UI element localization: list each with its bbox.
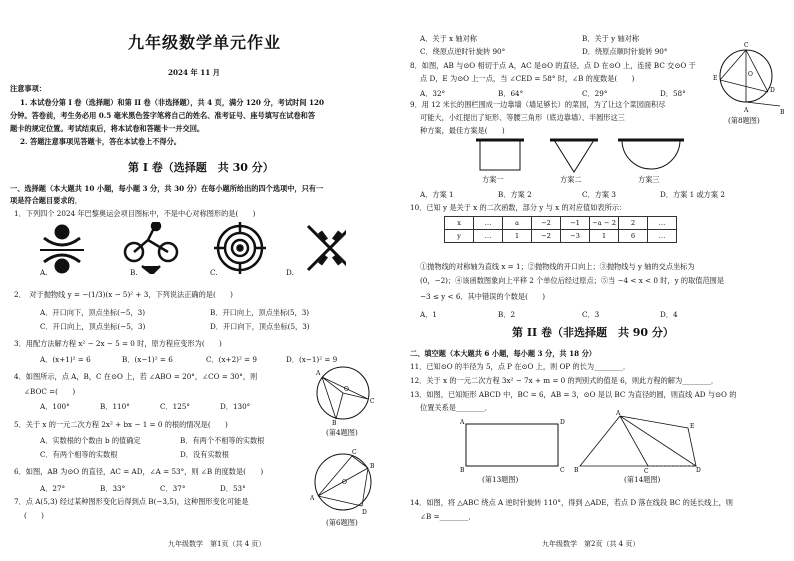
svg-text:C: C (644, 468, 649, 474)
q10-option-b: B．2 (498, 310, 516, 319)
table-cell: … (474, 217, 503, 230)
table-cell: −a − 2 (590, 217, 619, 230)
q9-option-c: C．方案 3 (582, 190, 616, 199)
note-1a: 1. 本试卷分第 I 卷（选择题）和第 II 卷（非选择题），共 4 页，满分 120 分，考试时间 120 (20, 98, 325, 107)
exam-date: 2024 年 11 月 (168, 68, 220, 77)
part1-instructions-a: 一、选择题（本大题共 10 小题，每小题 3 分，共 30 分）在每小题所给出的四个选项中，只有一 (10, 184, 324, 193)
q5-option-b: B．有两个不相等的实数根 (180, 436, 265, 445)
svg-text:A: A (310, 495, 315, 502)
olympic-icons (36, 222, 346, 274)
question-4b: ∠BOC =( ) (24, 387, 76, 396)
q4-option-a: A．100° (40, 402, 70, 411)
q9-option-d: D．方案 1 或方案 2 (660, 190, 725, 199)
question-1: 1．下列四个 2024 年巴黎奥运会项目图标中，不是中心对称图形的是( ) (14, 209, 256, 218)
archery-icon (214, 222, 266, 274)
figure-q13-caption: (第13题图) (482, 475, 519, 484)
question-10: 10．已知 y 是关于 x 的二次函数，部分 y 与 x 的对应值如表所示： (410, 203, 627, 212)
plan-2-label: 方案二 (560, 175, 582, 184)
svg-text:D: D (560, 419, 565, 426)
table-cell: −3 (561, 230, 590, 243)
question-9c: 种方案，最佳方案是( ) (420, 126, 505, 135)
question-14a: 14．如图，将 △ABC 绕点 A 逆时针旋转 110°，得到 △ADE，若点 D 落在线段 BC 的延长线上，则 (410, 498, 733, 507)
figure-q4 (308, 363, 378, 425)
question-14b: ∠B =________． (420, 512, 476, 521)
question-13b: 位置关系是________． (420, 403, 492, 412)
q4-option-c: C．125° (160, 402, 190, 411)
svg-text:E: E (690, 423, 695, 430)
q8-option-d: D．58° (660, 89, 686, 98)
note-1b: 分钟。答卷前，考生务必用 0.5 毫米黑色签字笔将自己的姓名、准考证号、座号填写在试卷和答 (10, 111, 316, 120)
cycling-icon (125, 222, 177, 274)
question-7a: 7．点 A(5,3) 经过某种图形变化后得到点 B(−3,5)，这种图形变化可能是 (14, 497, 249, 506)
q10-option-c: C．3 (582, 310, 600, 319)
svg-text:B: B (574, 467, 579, 474)
q1-option-b: B. (130, 268, 138, 277)
figure-q8-caption: (第8题图) (728, 116, 760, 125)
q1-option-d: D. (286, 268, 294, 277)
table-cell: … (474, 230, 503, 243)
question-2: 2． 对于抛物线 y = −(1/3)(x − 5)² + 3，下列说法正确的是( ) (14, 290, 233, 299)
table-cell: … (648, 217, 677, 230)
q7-option-d: D．绕原点顺时针旋转 90° (582, 47, 668, 56)
table-cell: 2 (619, 217, 648, 230)
q2-option-b: B．开口向上，顶点坐标(5，3) (210, 308, 310, 317)
left-page (10, 0, 390, 561)
svg-text:O: O (342, 479, 347, 486)
q2-option-a: A．开口向下，顶点坐标(−5，3) (40, 308, 146, 317)
q5-option-c: C．有两个相等的实数根 (40, 450, 118, 459)
q10-option-a: A．1 (420, 310, 437, 319)
table-cell: 1 (503, 230, 532, 243)
svg-text:D: D (362, 509, 367, 516)
svg-text:C: C (560, 467, 565, 474)
value-table (444, 216, 677, 243)
plan-1-label: 方案一 (482, 175, 504, 184)
q6-option-d: D．53° (220, 484, 246, 493)
q3-option-c: C．(x+2)² = 9 (206, 355, 257, 364)
q1-option-a: A. (40, 268, 48, 277)
notes-heading: 注意事项： (10, 84, 46, 93)
part1-title: 第 I 卷（选择题 共 30 分） (128, 161, 274, 174)
q8-option-b: B．64° (498, 89, 524, 98)
question-3: 3．用配方法解方程 x² − 2x − 5 = 0 时，原方程应变形为( ) (14, 339, 222, 348)
q10-option-d: D．4 (660, 310, 678, 319)
question-9b: 可能大，小红提出了矩形、等腰三角形（底边靠墙）、半圆形这三 (420, 113, 625, 122)
question-8b: 点 D，E 为⊙O 上一点，当 ∠CED = 58° 时，∠B 的度数是( ) (420, 74, 635, 83)
page-footer-1: 九年级数学 第1页（共 4 页） (168, 540, 266, 548)
svg-text:E: E (713, 75, 718, 82)
q8-option-a: A．32° (420, 89, 446, 98)
table-cell: a (503, 217, 532, 230)
figure-q6 (308, 448, 378, 516)
figure-q9-plans (476, 136, 686, 178)
page-title: 九年级数学单元作业 (128, 33, 282, 52)
q7-option-c: C．绕原点逆时针旋转 90° (420, 47, 506, 56)
fencing-icon (308, 226, 346, 270)
q5-option-d: D．没有实数根 (180, 450, 229, 459)
table-cell: 1 (590, 230, 619, 243)
svg-text:B: B (460, 467, 465, 474)
q9-option-a: A．方案 1 (420, 190, 454, 199)
svg-text:O: O (344, 386, 349, 393)
question-5: 5．关于 x 的一元二次方程 2x² + bx − 1 = 0 的根的情况是( ) (14, 420, 228, 429)
figure-q14 (572, 410, 704, 474)
svg-text:C: C (744, 42, 749, 49)
question-12: 12．关于 x 的一元二次方程 3x² − 7x + m = 0 的判别式的值是 6，则此方程的解为________． (410, 376, 719, 385)
svg-text:O: O (748, 71, 753, 78)
q3-option-b: B．(x−1)² = 6 (122, 355, 173, 364)
part2-title: 第 II 卷（非选择题 共 90 分） (512, 326, 674, 339)
q3-option-d: D．(x−1)² = 9 (286, 355, 338, 364)
part1-instructions-b: 项是符合题目要求的． (10, 196, 82, 205)
figure-q8 (710, 40, 788, 116)
question-7b: ( ) (24, 511, 44, 520)
q2-option-d: D．开口向下，顶点坐标(5，3) (210, 322, 310, 331)
q5-option-a: A．实数根的个数由 b 的值确定 (40, 436, 141, 445)
svg-text:D: D (696, 467, 701, 474)
question-11: 11．已知⊙O 的半径为 5，点 P 在⊙O 上，则 OP 的长为________． (410, 362, 631, 371)
table-cell: y (445, 230, 474, 243)
question-9a: 9．用 12 米长的围栏围成一边靠墙（墙足够长）的菜园，为了让这个菜园面积尽 (410, 100, 666, 109)
svg-text:A: A (616, 410, 621, 417)
plan-rectangle-shape (476, 140, 524, 170)
q2-option-c: C．开口向上，顶点坐标(−5，3) (40, 322, 146, 331)
q6-option-c: C．37° (160, 484, 186, 493)
fill-in-heading: 二、填空题（本大题共 6 小题，每小题 3 分，共 18 分） (410, 349, 596, 358)
svg-text:A: A (744, 107, 749, 114)
svg-text:D: D (770, 87, 775, 94)
question-4a: 4．如图所示，点 A，B，C 在⊙O 上，若 ∠ABO = 20°，∠CO = 30°，则 (14, 372, 258, 381)
page-footer-2: 九年级数学 第2页（共 4 页） (542, 540, 640, 548)
q7-option-a: A．关于 x 轴对称 (420, 34, 477, 43)
basketball-icon (40, 226, 84, 272)
svg-text:A: A (316, 370, 321, 377)
question-6: 6．如图，AB 为⊙O 的直径，AC = AD，∠A = 53°，则 ∠B 的度数是( ) (14, 467, 264, 476)
svg-text:A: A (460, 419, 465, 426)
note-1c: 题卡的规定位置。考试结束后，将本试卷和答题卡一并交回。 (10, 124, 205, 133)
question-10c: ①抛物线的对称轴为直线 x = 1；②抛物线的开口向上；③抛物线与 y 轴的交点坐标为 (420, 262, 695, 271)
plan-3-label: 方案三 (638, 175, 660, 184)
q6-option-b: B．33° (100, 484, 126, 493)
table-cell: −2 (532, 217, 561, 230)
q4-option-d: D．130° (220, 402, 251, 411)
table-cell: … (648, 230, 677, 243)
q1-option-c: C. (210, 268, 218, 277)
plan-semicircle-shape (618, 140, 684, 169)
svg-text:B: B (370, 463, 375, 470)
q7-option-b: B．关于 y 轴对称 (582, 34, 640, 43)
q3-option-a: A．(x+1)² = 6 (40, 355, 91, 364)
svg-text:C: C (352, 449, 357, 456)
table-row-x (445, 217, 677, 230)
table-cell: x (445, 217, 474, 230)
q6-option-a: A．27° (40, 484, 66, 493)
table-row-y (445, 230, 677, 243)
svg-text:B: B (780, 109, 785, 116)
table-cell: 6 (619, 230, 648, 243)
question-8a: 8．如图，AB 与⊙O 相切于点 A，AC 是⊙O 的直径，点 D 在⊙O 上，连接 BC 交⊙O 于 (410, 61, 696, 70)
question-10d: (0，−2)；④该函数图象向上平移 2 个单位后经过原点；⑤当 −4 < x < 0 时，y 的取值范围是 (420, 276, 725, 285)
figure-q13 (458, 416, 570, 474)
question-10e: −3 ≤ y < 6．其中错误的个数是( ) (420, 292, 546, 301)
right-page (410, 0, 790, 561)
figure-q14-caption: (第14题图) (624, 475, 661, 484)
plan-triangle-shape (550, 140, 598, 172)
table-cell: −2 (532, 230, 561, 243)
q9-option-b: B．方案 2 (498, 190, 532, 199)
svg-text:B: B (332, 420, 337, 425)
figure-q4-caption: (第4题图) (326, 428, 358, 437)
question-13a: 13．如图，已知矩形 ABCD 中，BC = 6，AB = 3，⊙O 是以 BC 为直径的圆，则直线 AD 与⊙O 的 (410, 390, 737, 399)
figure-q6-caption: (第6题图) (326, 518, 358, 527)
q4-option-b: B．110° (100, 402, 130, 411)
svg-text:C: C (370, 398, 375, 405)
q8-option-c: C．29° (582, 89, 608, 98)
note-2: 2. 答题注意事项见答题卡，答在本试卷上不得分。 (20, 137, 181, 146)
table-cell: −1 (561, 217, 590, 230)
